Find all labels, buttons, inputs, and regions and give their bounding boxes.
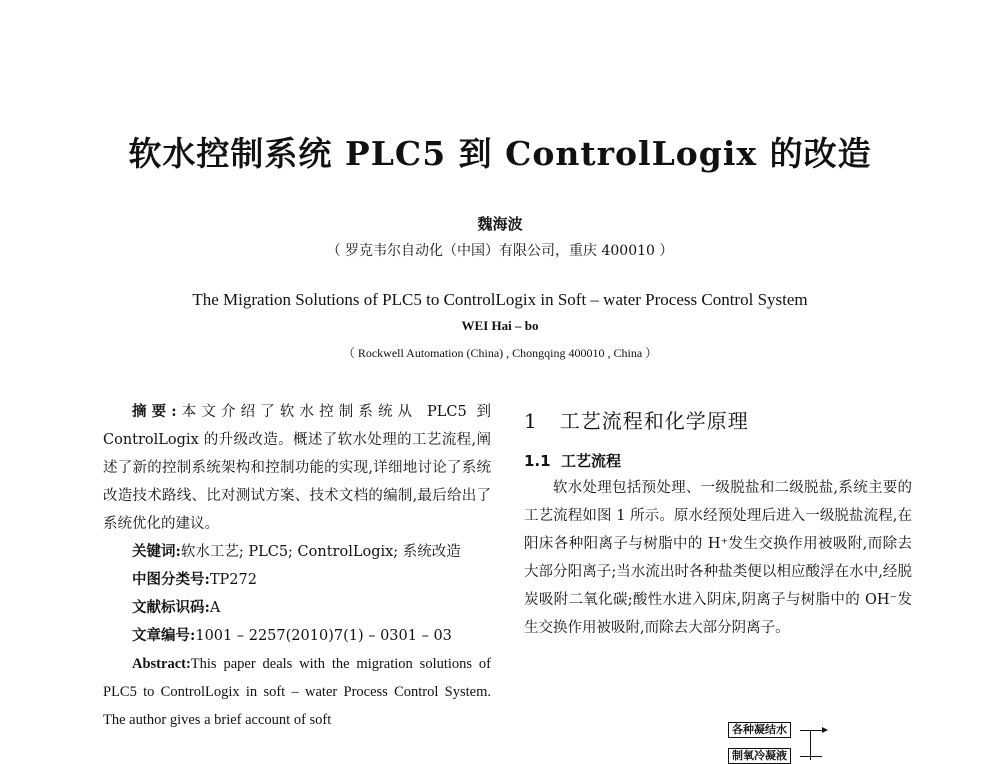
section-heading [524, 406, 912, 436]
process-paragraph: 软水处理包括预处理、一级脱盐和二级脱盐,系统主要的工艺流程如图 1 所示。原水经预处理后进入一级脱盐流程,在阳床各种阳离子与树脂中的 H⁺发生交换作用被吸附,而除去大部分阳离子;当水流出时各种盐类便以相应酸浮在水中,经脱炭吸附二氧化碳;酸性水进入阴床,阴离子与树脂中的 OH⁻发生交换作用被吸附,而除去大部分阴离子。 [524, 480, 912, 636]
article-no-line [103, 622, 491, 650]
flow-box-condensate: 各种凝结水 [728, 722, 791, 738]
section-title: 工艺流程和化学原理 [559, 409, 749, 433]
en-abstract-label: Abstract: [132, 656, 191, 672]
flow-arrow-line [800, 730, 822, 731]
author-name: 魏海波 [477, 215, 523, 233]
flow-connector [810, 730, 811, 760]
abstract-label: 摘要: [132, 403, 177, 420]
article-no-value: 1001 – 2257(2010)7(1) – 0301 – 03 [195, 628, 452, 644]
keywords-text: 软水工艺; PLC5; ControlLogix; 系统改造 [180, 544, 461, 560]
en-abstract-text: This paper deals with the migration solutions of PLC5 to ControlLogix in soft – water Process Control System. The author gives a brief account of soft [103, 656, 491, 728]
right-column [524, 406, 912, 642]
clc-label: 中图分类号: [132, 571, 210, 588]
english-title: The Migration Solutions of PLC5 to ControlLogix in Soft – water Process Control System [192, 290, 808, 309]
doc-code-line [103, 594, 491, 622]
en-abstract-paragraph [103, 650, 491, 734]
subsection-heading [524, 448, 912, 474]
abstract-text: 本文介绍了软水控制系统从 PLC5 到 ControlLogix 的升级改造。概述了软水处理的工艺流程,阐述了新的控制系统架构和控制功能的实现,详细地讨论了系统改造技术路线、比对测试方案、技术文档的编制,最后给出了系统优化的建议。 [103, 404, 491, 532]
section-number: 1 [524, 409, 538, 433]
english-affiliation: （ Rockwell Automation (China) , Chongqing 400010 , China ） [342, 346, 658, 360]
author-affiliation: （ 罗克韦尔自动化（中国）有限公司，重庆 400010 ） [326, 243, 674, 259]
flow-box-oxygen-condensate: 制氧冷凝液 [728, 748, 791, 764]
clc-value: TP272 [209, 572, 257, 588]
subsection-title: 工艺流程 [561, 452, 622, 470]
clc-line [103, 566, 491, 594]
doc-code-label: 文献标识码: [132, 599, 210, 616]
doc-code-value: A [209, 600, 221, 616]
abstract-paragraph [103, 398, 491, 538]
subsection-number: 1.1 [524, 452, 551, 470]
flow-arrow-line [800, 756, 822, 757]
left-column [103, 398, 491, 734]
english-author: WEI Hai – bo [461, 318, 539, 333]
keywords-paragraph [103, 538, 491, 566]
keywords-label: 关键词: [132, 543, 181, 560]
article-no-label: 文章编号: [132, 627, 196, 644]
paper-title: 软水控制系统 PLC5 到 ControlLogix 的改造 [128, 134, 872, 173]
flow-arrow-head-icon [822, 727, 828, 733]
